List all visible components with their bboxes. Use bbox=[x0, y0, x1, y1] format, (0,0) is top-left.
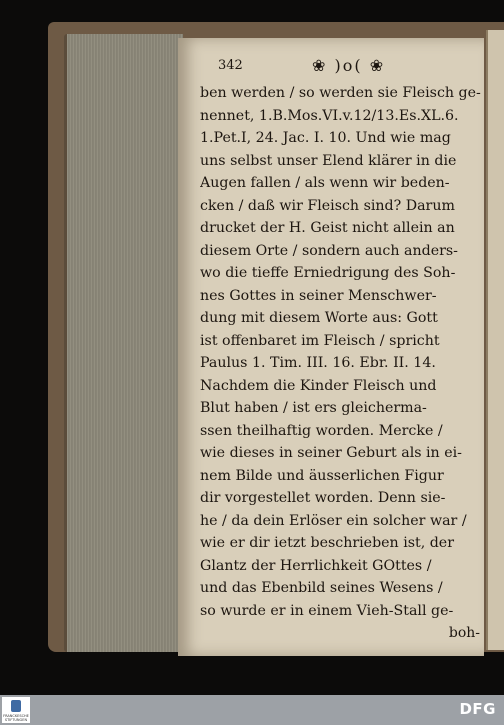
text-line: wo die tieffe Erniedrigung des Soh- bbox=[200, 265, 456, 281]
text-lines bbox=[200, 82, 484, 622]
text-line: ssen theilhaftig worden. Mercke / bbox=[200, 422, 443, 439]
text-line: wie dieses in seiner Geburt als in ei- bbox=[200, 445, 462, 461]
institution-logo[interactable] bbox=[2, 697, 30, 723]
text-line: dir vorgestellet worden. Denn sie- bbox=[200, 490, 446, 506]
text-line: dung mit diesem Worte aus: Gott bbox=[200, 310, 438, 326]
text-line: he / da dein Erlöser ein solcher war / bbox=[200, 512, 467, 529]
text-line: ben werden / so werden sie Fleisch ge- bbox=[200, 85, 481, 101]
text-line: nem Bilde und äusserlichen Figur bbox=[200, 467, 444, 484]
logo-text: FRANCKESCHE STIFTUNGEN bbox=[3, 714, 29, 722]
viewer-footer-bar bbox=[0, 695, 504, 725]
page-header bbox=[200, 56, 484, 82]
text-line: Blut haben / ist ers gleicherma- bbox=[200, 400, 427, 416]
text-line: Glantz der Herrlichkeit GOttes / bbox=[200, 557, 432, 574]
text-line: nennet, 1.B.Mos.VI.v.12/13.Es.XL.6. bbox=[200, 107, 459, 124]
dfg-logo: DFG bbox=[459, 700, 496, 718]
page-text-block bbox=[200, 56, 484, 644]
facing-page-edge bbox=[486, 30, 504, 650]
text-line: so wurde er in einem Vieh-Stall ge- bbox=[200, 602, 454, 619]
logo-mark-icon bbox=[11, 700, 21, 712]
text-line: uns selbst unser Elend klärer in die bbox=[200, 152, 457, 169]
text-line: nes Gottes in seiner Menschwer- bbox=[200, 287, 437, 304]
text-line: drucket der H. Geist nicht allein an bbox=[200, 220, 455, 236]
text-line: Augen fallen / als wenn wir beden- bbox=[200, 175, 450, 191]
text-line: cken / daß wir Fleisch sind? Darum bbox=[200, 197, 455, 214]
page-number: 342 bbox=[218, 58, 243, 73]
header-ornament-icon: ❀ )o( ❀ bbox=[312, 56, 386, 75]
text-line: diesem Orte / sondern auch anders- bbox=[200, 242, 458, 259]
page-block-edge bbox=[64, 34, 183, 652]
text-line: und das Ebenbild seines Wesens / bbox=[200, 580, 443, 596]
catchword: boh- bbox=[448, 625, 480, 641]
text-line: ist offenbaret im Fleisch / spricht bbox=[200, 332, 440, 349]
text-line: Paulus 1. Tim. III. 16. Ebr. II. 14. bbox=[200, 355, 436, 371]
text-line: 1.Pet.I, 24. Jac. I. 10. Und wie mag bbox=[200, 130, 451, 146]
text-line: wie er dir ietzt beschrieben ist, der bbox=[200, 535, 454, 551]
text-line: Nachdem die Kinder Fleisch und bbox=[200, 377, 437, 394]
